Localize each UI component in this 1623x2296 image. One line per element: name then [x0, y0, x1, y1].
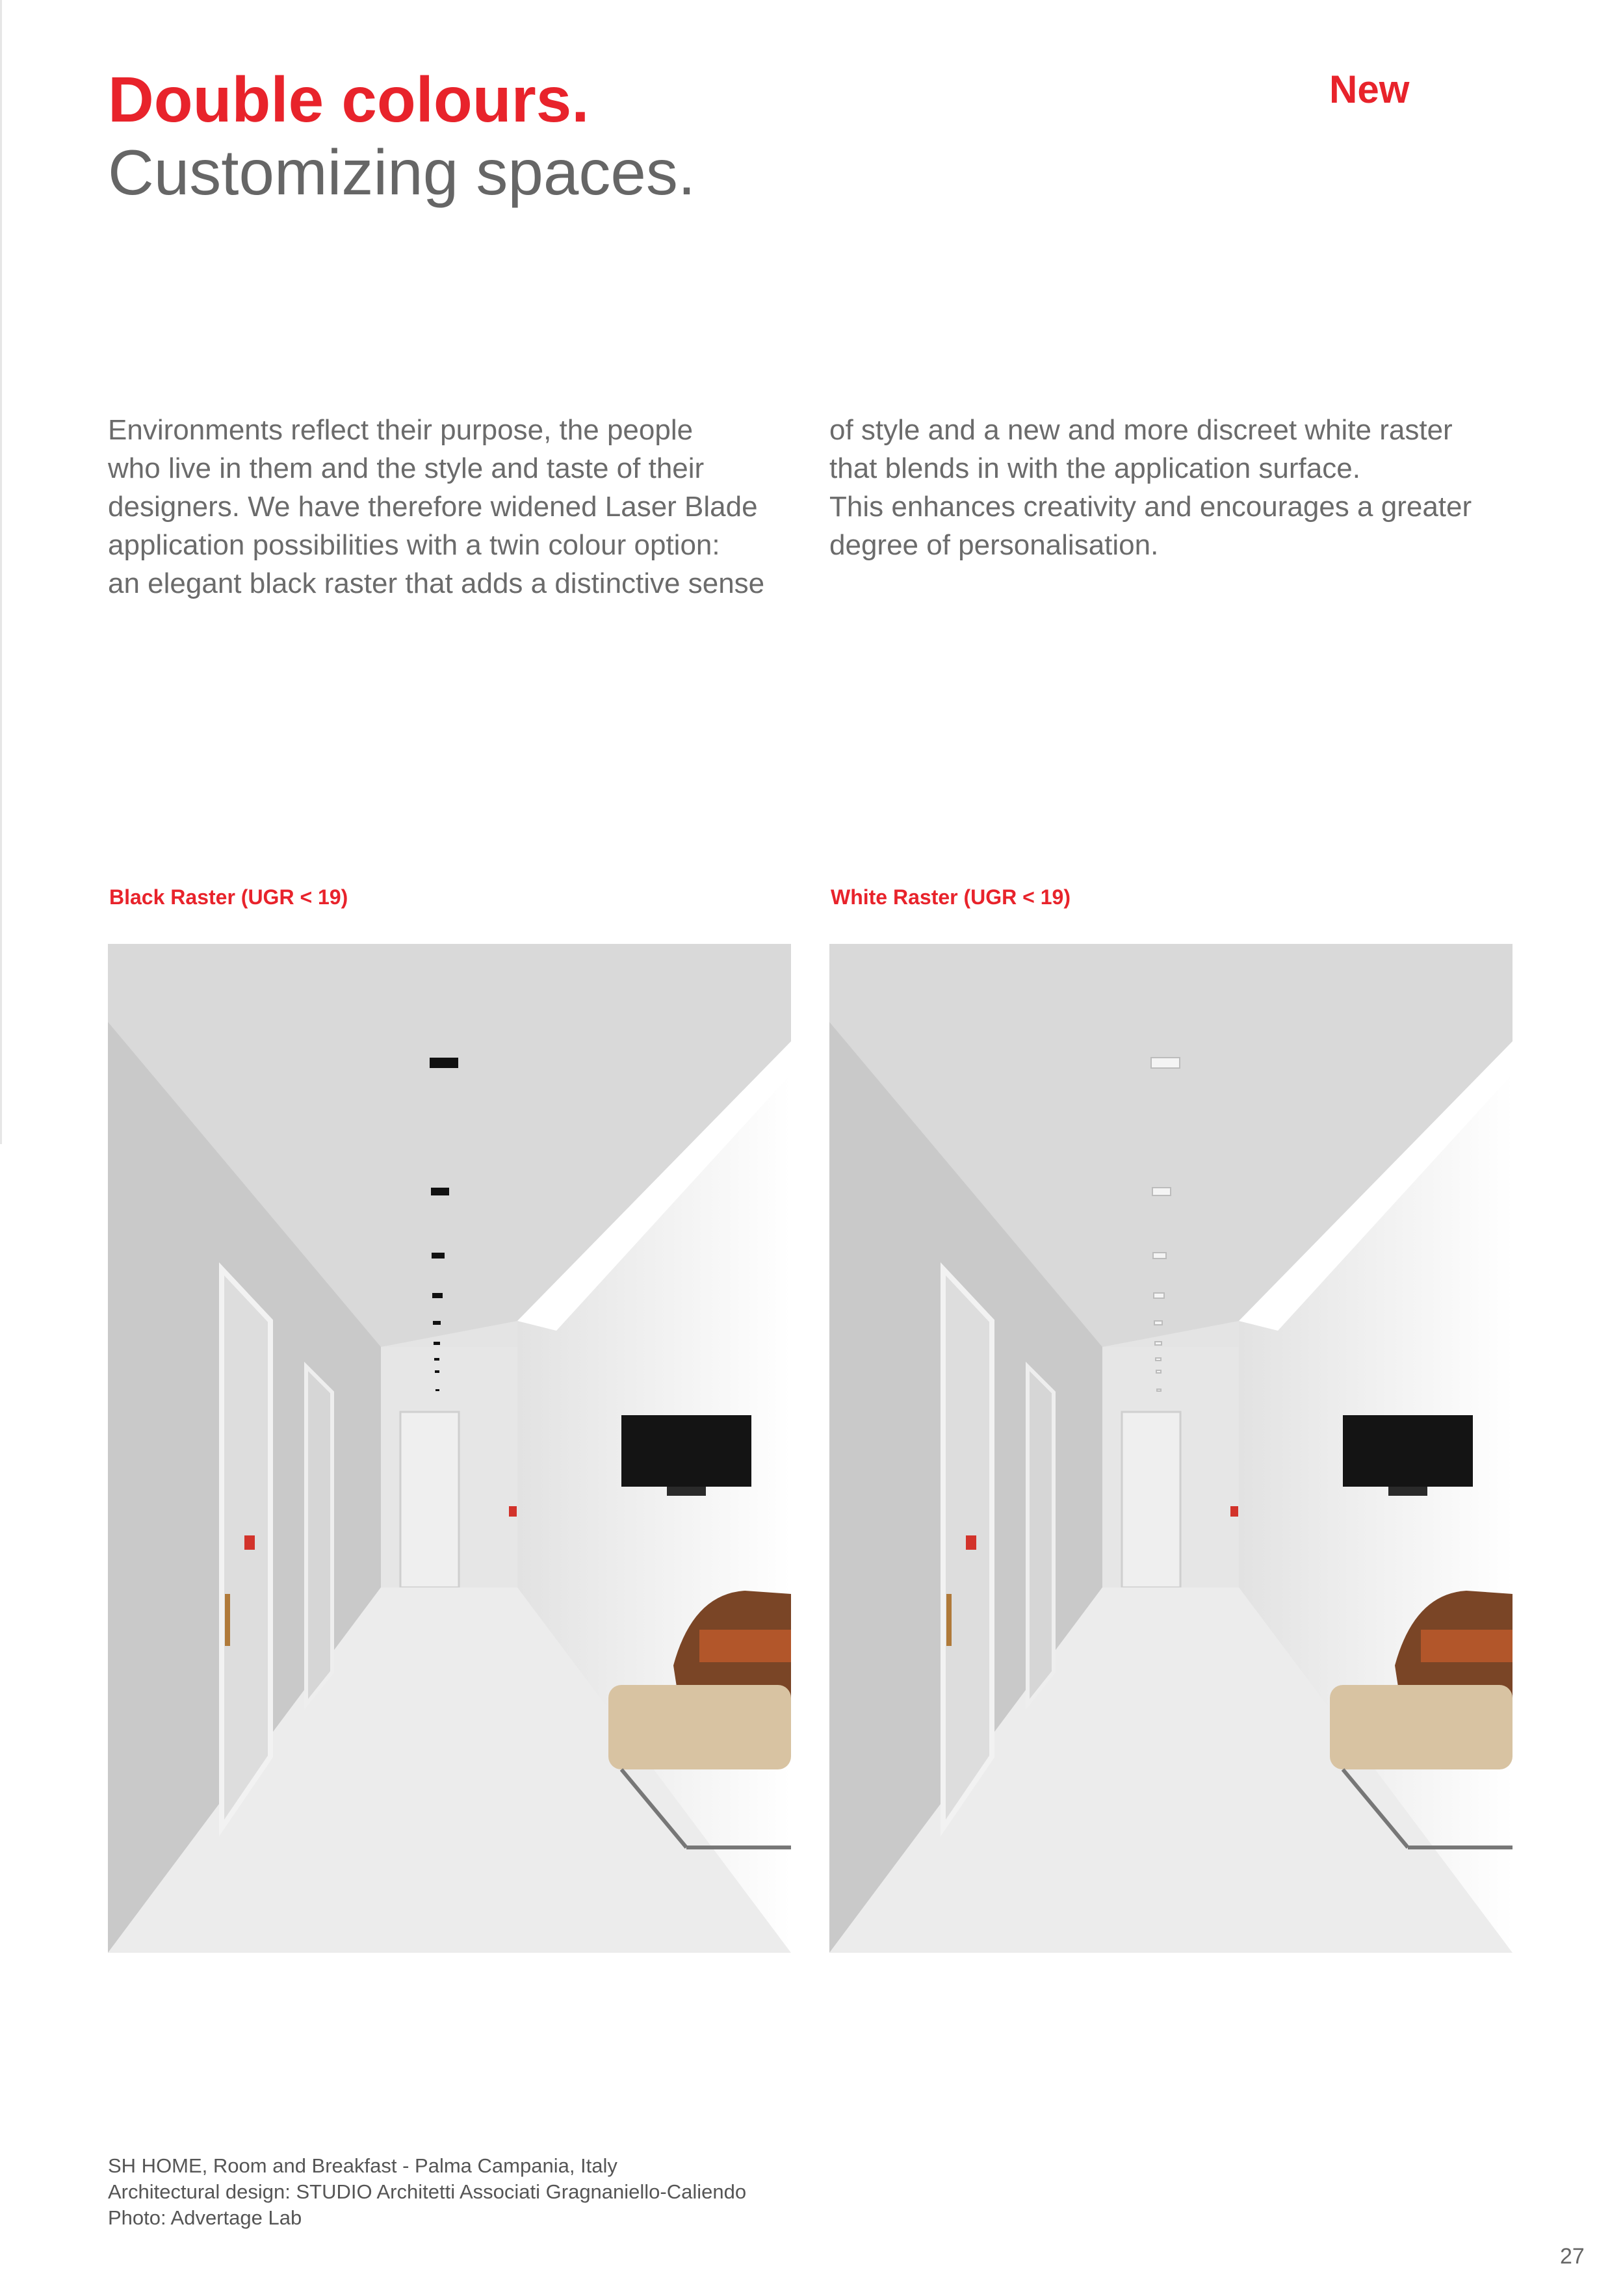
white-raster-label: White Raster (UGR < 19): [831, 885, 1071, 909]
credit-architect: Architectural design: STUDIO Architetti Associati Gragnaniello-Caliendo: [108, 2180, 747, 2203]
body-line: an elegant black raster that adds a distinctive sense: [108, 567, 765, 599]
door-handle: [946, 1594, 952, 1646]
laser-blade-luminaire: [431, 1188, 449, 1195]
laser-blade-luminaire: [434, 1358, 439, 1361]
end-door: [400, 1412, 459, 1587]
throw-blanket: [1421, 1630, 1513, 1662]
wall-switch: [1230, 1506, 1238, 1517]
corridor-illustration: [108, 944, 791, 1953]
throw-blanket: [699, 1630, 791, 1662]
laser-blade-luminaire: [432, 1293, 443, 1298]
corridor-illustration: [829, 944, 1513, 1953]
body-text-right: [829, 411, 1538, 564]
end-door: [1122, 1412, 1180, 1587]
body-line: who live in them and the style and taste of their: [108, 452, 705, 484]
laser-blade-luminaire: [1154, 1293, 1164, 1298]
photo-credits: [108, 2153, 746, 2231]
laser-blade-luminaire: [1154, 1321, 1162, 1325]
laser-blade-luminaire: [434, 1342, 440, 1345]
body-line: designers. We have therefore widened Laser Blade: [108, 491, 758, 523]
laser-blade-luminaire: [432, 1253, 445, 1259]
body-line: of style and a new and more discreet white raster: [829, 414, 1453, 446]
laser-blade-luminaire: [1157, 1389, 1161, 1391]
page-title: Double colours.: [108, 64, 590, 135]
fire-alarm: [244, 1535, 255, 1550]
laser-blade-luminaire: [430, 1058, 458, 1068]
tv: [621, 1415, 751, 1487]
body-line: Environments reflect their purpose, the people: [108, 414, 694, 446]
body-line: degree of personalisation.: [829, 529, 1159, 561]
black-raster-photo: [108, 944, 791, 1953]
wall-switch: [509, 1506, 517, 1517]
new-badge: New: [1329, 68, 1410, 111]
laser-blade-luminaire: [435, 1389, 439, 1391]
laser-blade-luminaire: [433, 1321, 441, 1325]
page-number: 27: [1560, 2244, 1585, 2269]
left-door: [306, 1366, 332, 1704]
laser-blade-luminaire: [1155, 1342, 1162, 1345]
laser-blade-luminaire: [1152, 1188, 1171, 1195]
page-edge-rule: [0, 0, 2, 1144]
page-subtitle: Customizing spaces.: [108, 137, 696, 208]
laser-blade-luminaire: [1156, 1358, 1161, 1361]
body-line: application possibilities with a twin colour option:: [108, 529, 720, 561]
laser-blade-luminaire: [1153, 1253, 1166, 1259]
tv-stand: [1388, 1487, 1427, 1496]
credit-location: SH HOME, Room and Breakfast - Palma Campania, Italy: [108, 2154, 617, 2177]
laser-blade-luminaire: [1156, 1370, 1161, 1373]
tv-stand: [667, 1487, 706, 1496]
credit-photographer: Photo: Advertage Lab: [108, 2206, 302, 2229]
bench-seat: [1330, 1685, 1513, 1769]
body-line: This enhances creativity and encourages a greater: [829, 491, 1472, 523]
fire-alarm: [966, 1535, 976, 1550]
black-raster-label: Black Raster (UGR < 19): [109, 885, 348, 909]
laser-blade-luminaire: [1151, 1058, 1180, 1068]
laser-blade-luminaire: [435, 1370, 439, 1373]
white-raster-photo: [829, 944, 1513, 1953]
bench-seat: [608, 1685, 791, 1769]
tv: [1343, 1415, 1473, 1487]
door-handle: [225, 1594, 230, 1646]
body-text-left: [108, 411, 797, 603]
body-line: that blends in with the application surface.: [829, 452, 1360, 484]
left-door: [1028, 1366, 1054, 1704]
